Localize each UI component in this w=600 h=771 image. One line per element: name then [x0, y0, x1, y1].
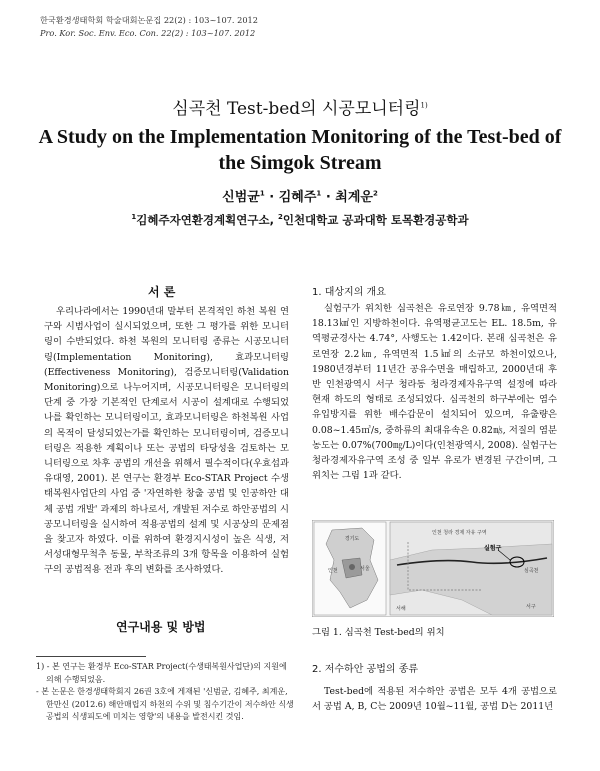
intro-heading: 서 론 — [148, 285, 176, 299]
footnote-divider — [36, 656, 146, 657]
footnotes — [36, 661, 296, 724]
label-test-site: 실험구 — [484, 545, 502, 552]
methods-heading: 연구내용 및 방법 — [116, 620, 206, 634]
title-english: A Study on the Implementation Monitoring of the Test-bed of the Simgok Stream — [38, 126, 562, 174]
affiliation: 인천대학교 공과대학 토목환경공학과 — [282, 213, 469, 227]
location-map-figure — [312, 520, 554, 617]
intro-paragraph: 우리나라에서는 1990년대 말부터 본격적인 하천 복원 연구와 시범사업이 실시되었으며, 또한 그 평가를 위한 모니터링이 수반되었다. 하천 복원의 모니터링 종류는 시공모니터링(Implementation Monitoring), 효과모니터링(Effectiveness Monitoring), 검증모니터링(Validation Monitoring)으로 나누어지며, 시공모니터링은 모니터링의 단계 중 가장 기본적인 단계로서 시공이 설계대로 수행되었나를 확인하는 모니터링이고, 효과모니터링은 하천복원 사업의 목적이 달성되었는가를 확인하는 모니터링이며, 검증모니터링은 적용한 계획이나 또는 공법의 타당성을 검토하는 모니터링으로 차후 공법의 개선을 위해서 필수적이다(우효섭과 유대영, 2001). 본 연구는 환경부 Eco-STAR Project 수생태복원사업단의 사업 중 '자연하한 창출 공법 및 인공하안 대체 공법 개발' 과제의 하나로서, 개발된 저수로 하안공법의 시공모니터링을 실시하여 적용공법의 설계 및 시공상의 문제점을 찾고자 하였다. 이를 위하여 환경지시성이 높은 식생, 저서성대형무척추 동물, 부착조류의 3개 항목을 이용하여 실험구의 공법적용 전과 후의 변화를 조사하였다. — [44, 306, 289, 576]
author-name: 신범균 — [222, 190, 260, 205]
label-west-sea: 서해 — [396, 606, 406, 612]
site-paragraph: 실험구가 위치한 심곡천은 유로연장 9.78㎞, 유역면적 18.13㎢인 지방하천이다. 유역평균고도는 EL. 18.5m, 유역평균경사는 4.74°, 사행도는 1.42이다. 본래 심곡천은 유로연장 2.2㎞, 유역면적 1.5㎢의 소규모 하천이었으나, 1980년경부터 11년간 공유수면을 매립하고, 2000년대 후반 인천광역시 서구 청라동 청라경제자유구역 설정에 따라 현재 하도의 형태로 조성되었다. 심곡천의 하구부에는 염수 유입방지를 위한 배수갑문이 설치되어 있으며, 유출량은 0.08~1.45㎥/s, 중하류의 최대유속은 0.82㎧, 저질의 염분농도는 0.07%(700㎎/L)이다(인천광역시, 2008). 실험구는 청라경제자유구역 조성 중 일부 유로가 변경된 구간이며, 그 위치는 그림 1과 같다. — [312, 303, 557, 482]
author-name: 김혜주 — [278, 190, 317, 205]
label-seogu: 서구 — [526, 604, 536, 610]
author-name: 최계운 — [335, 190, 373, 205]
method-heading: 2. 저수하안 공법의 종류 — [312, 664, 419, 675]
site-heading: 1. 대상지의 개요 — [312, 287, 386, 298]
label-incheon: 인천 — [328, 568, 338, 574]
site-body — [312, 301, 557, 483]
journal-citation-ko: 한국환경생태학회 학술대회논문집 22(2) : 103~107. 2012 — [40, 15, 258, 25]
label-seoul: 서울 — [360, 566, 370, 572]
figure-caption: 그림 1. 심곡천 Test-bed의 위치 — [312, 627, 445, 638]
title-korean: 심곡천 Test-bed의 시공모니터링$^{1)}$ — [172, 99, 428, 119]
author-list: 신범균$^1$ · 김혜주$^1$ · 최계운$^2$ — [222, 189, 378, 205]
affiliation: 김혜주자연환경계획연구소, — [136, 213, 274, 227]
detail-map — [390, 522, 552, 615]
footnote: 1) - 본 연구는 환경부 Eco-STAR Project(수생태복원사업단)의 지원에 의해 수행되었음. — [36, 662, 287, 684]
affiliations: $^1$김혜주자연환경계획연구소, $^2$인천대학교 공과대학 토목환경공학과 — [131, 213, 469, 227]
inset-map — [314, 522, 386, 615]
footnote: - 본 논문은 한경생태학회지 26권 3호에 게재된 '신범균, 김혜주, 최계운, 한만신 (2012.6) 해안매립지 하천의 수위 및 침수기간이 저수하안 식생공법의 식생피도에 미치는 영향'의 내용을 발전시킨 것임. — [36, 687, 294, 721]
method-body — [312, 684, 557, 714]
method-paragraph: Test-bed에 적용된 저수하안 공법은 모두 4개 공법으로서 공법 A, B, C는 2009년 10월~11월, 공법 D는 2011년 — [312, 686, 557, 713]
label-gyeonggi: 경기도 — [344, 536, 360, 542]
intro-body — [44, 304, 289, 578]
label-area: 인천 청라 경제 자유 구역 — [432, 530, 487, 536]
label-stream: 심곡천 — [524, 568, 539, 574]
title-footnote-marker: 1) — [420, 101, 428, 110]
journal-header — [40, 14, 258, 40]
journal-citation-en: Pro. Kor. Soc. Env. Eco. Con. 22(2) : 103~107. 2012 — [40, 28, 256, 38]
